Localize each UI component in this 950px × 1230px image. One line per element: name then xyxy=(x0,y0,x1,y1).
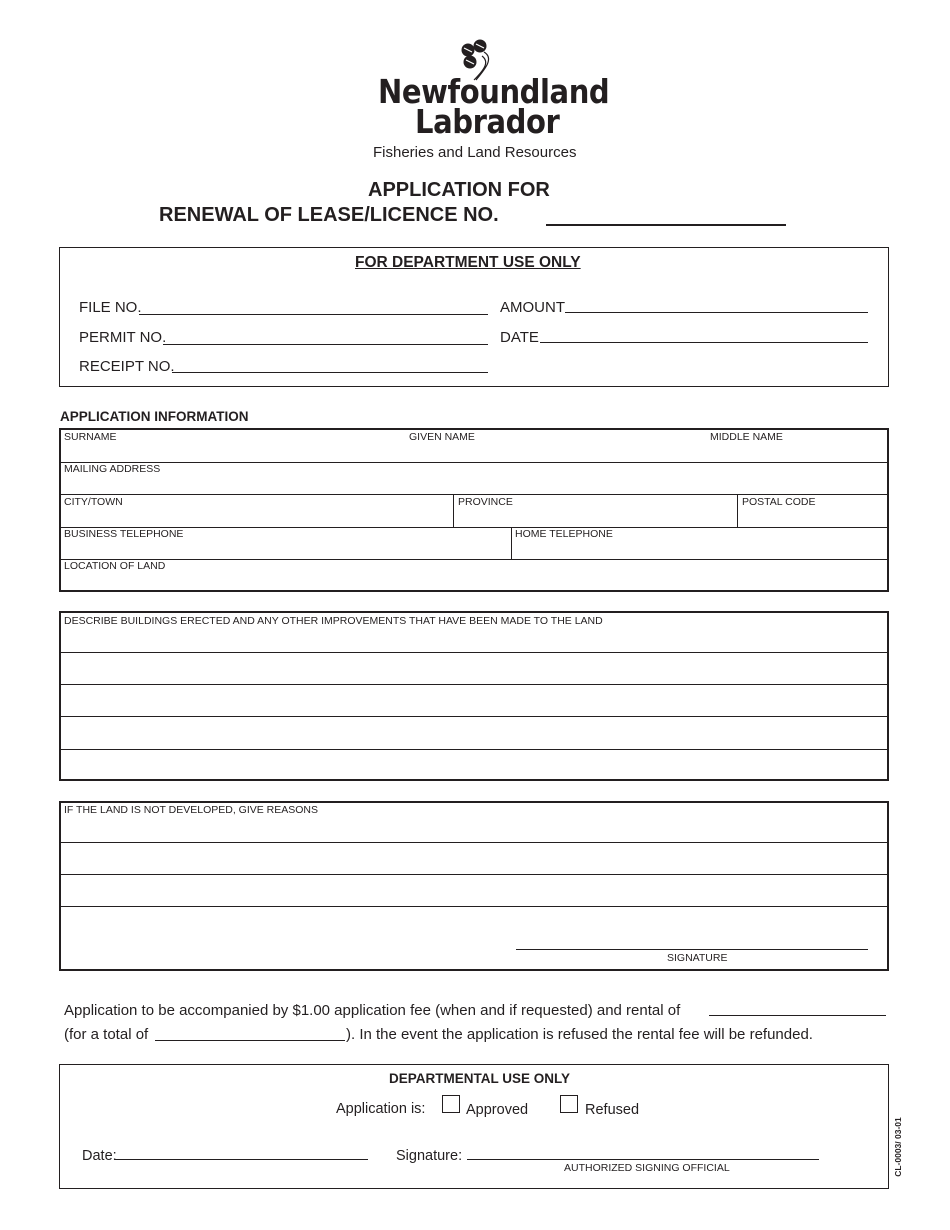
given-name-field[interactable]: GIVEN NAME xyxy=(409,431,475,443)
authorized-official-label: AUTHORIZED SIGNING OFFICIAL xyxy=(564,1162,730,1174)
logo xyxy=(376,38,610,141)
dept-signature-field[interactable] xyxy=(467,1159,819,1160)
dept-date-label: Date: xyxy=(82,1148,117,1164)
city-town-field[interactable]: CITY/TOWN xyxy=(64,496,123,508)
home-telephone-field[interactable]: HOME TELEPHONE xyxy=(515,528,613,540)
date-field[interactable] xyxy=(540,342,868,343)
dept-date-field[interactable] xyxy=(114,1159,368,1160)
surname-field[interactable]: SURNAME xyxy=(64,431,117,443)
fee-text-line2-start: (for a total of xyxy=(64,1026,149,1043)
application-info-heading: APPLICATION INFORMATION xyxy=(60,409,249,424)
logo-line1: Newfoundland xyxy=(378,72,610,111)
application-is-label: Application is: xyxy=(336,1101,426,1117)
fee-text-line2-end: ). In the event the application is refused the rental fee will be refunded. xyxy=(346,1026,813,1043)
postal-code-field[interactable]: POSTAL CODE xyxy=(742,496,816,508)
rental-amount-field[interactable] xyxy=(709,1015,886,1016)
department-use-heading: FOR DEPARTMENT USE ONLY xyxy=(355,254,581,271)
file-no-label: FILE NO. xyxy=(79,299,142,316)
applicant-signature-label: SIGNATURE xyxy=(667,952,728,964)
logo-line2: Labrador xyxy=(415,102,560,141)
departmental-use-heading: DEPARTMENTAL USE ONLY xyxy=(389,1071,571,1086)
permit-no-label: PERMIT NO. xyxy=(79,329,167,346)
form-title-line1: APPLICATION FOR xyxy=(368,179,550,201)
not-developed-label: IF THE LAND IS NOT DEVELOPED, GIVE REASONS xyxy=(64,804,319,816)
location-of-land-field[interactable]: LOCATION OF LAND xyxy=(64,560,166,572)
refused-label: Refused xyxy=(585,1102,640,1118)
approved-label: Approved xyxy=(466,1102,529,1118)
buildings-improvements-label: DESCRIBE BUILDINGS ERECTED AND ANY OTHER IMPROVEMENTS THAT HAVE BEEN MADE TO THE LAND xyxy=(64,615,603,627)
dept-signature-label: Signature: xyxy=(396,1148,463,1164)
lease-licence-number-field[interactable] xyxy=(546,224,786,226)
receipt-no-label: RECEIPT NO. xyxy=(79,358,175,375)
receipt-no-field[interactable] xyxy=(172,372,488,373)
approved-checkbox[interactable] xyxy=(442,1095,460,1113)
business-telephone-field[interactable]: BUSINESS TELEPHONE xyxy=(64,528,184,540)
buildings-improvements-box[interactable] xyxy=(59,611,889,781)
not-developed-reasons-box[interactable] xyxy=(59,801,889,971)
total-amount-field[interactable] xyxy=(155,1040,345,1041)
permit-no-field[interactable] xyxy=(163,344,488,345)
province-field[interactable]: PROVINCE xyxy=(458,496,513,508)
applicant-signature-field[interactable] xyxy=(516,949,868,950)
department-name: Fisheries and Land Resources xyxy=(373,144,577,161)
form-code: CL-0003/ 03-01 xyxy=(893,1117,903,1177)
form-title-line2: RENEWAL OF LEASE/LICENCE NO. xyxy=(159,204,499,226)
amount-field[interactable] xyxy=(565,312,868,313)
middle-name-field[interactable]: MIDDLE NAME xyxy=(710,431,783,443)
mailing-address-field[interactable]: MAILING ADDRESS xyxy=(64,463,161,475)
file-no-field[interactable] xyxy=(139,314,488,315)
date-label: DATE xyxy=(500,329,539,346)
refused-checkbox[interactable] xyxy=(560,1095,578,1113)
amount-label: AMOUNT xyxy=(500,299,565,316)
application-info-table xyxy=(59,428,889,592)
fee-text-line1: Application to be accompanied by $1.00 application fee (when and if requested) and rental of xyxy=(64,1002,681,1019)
